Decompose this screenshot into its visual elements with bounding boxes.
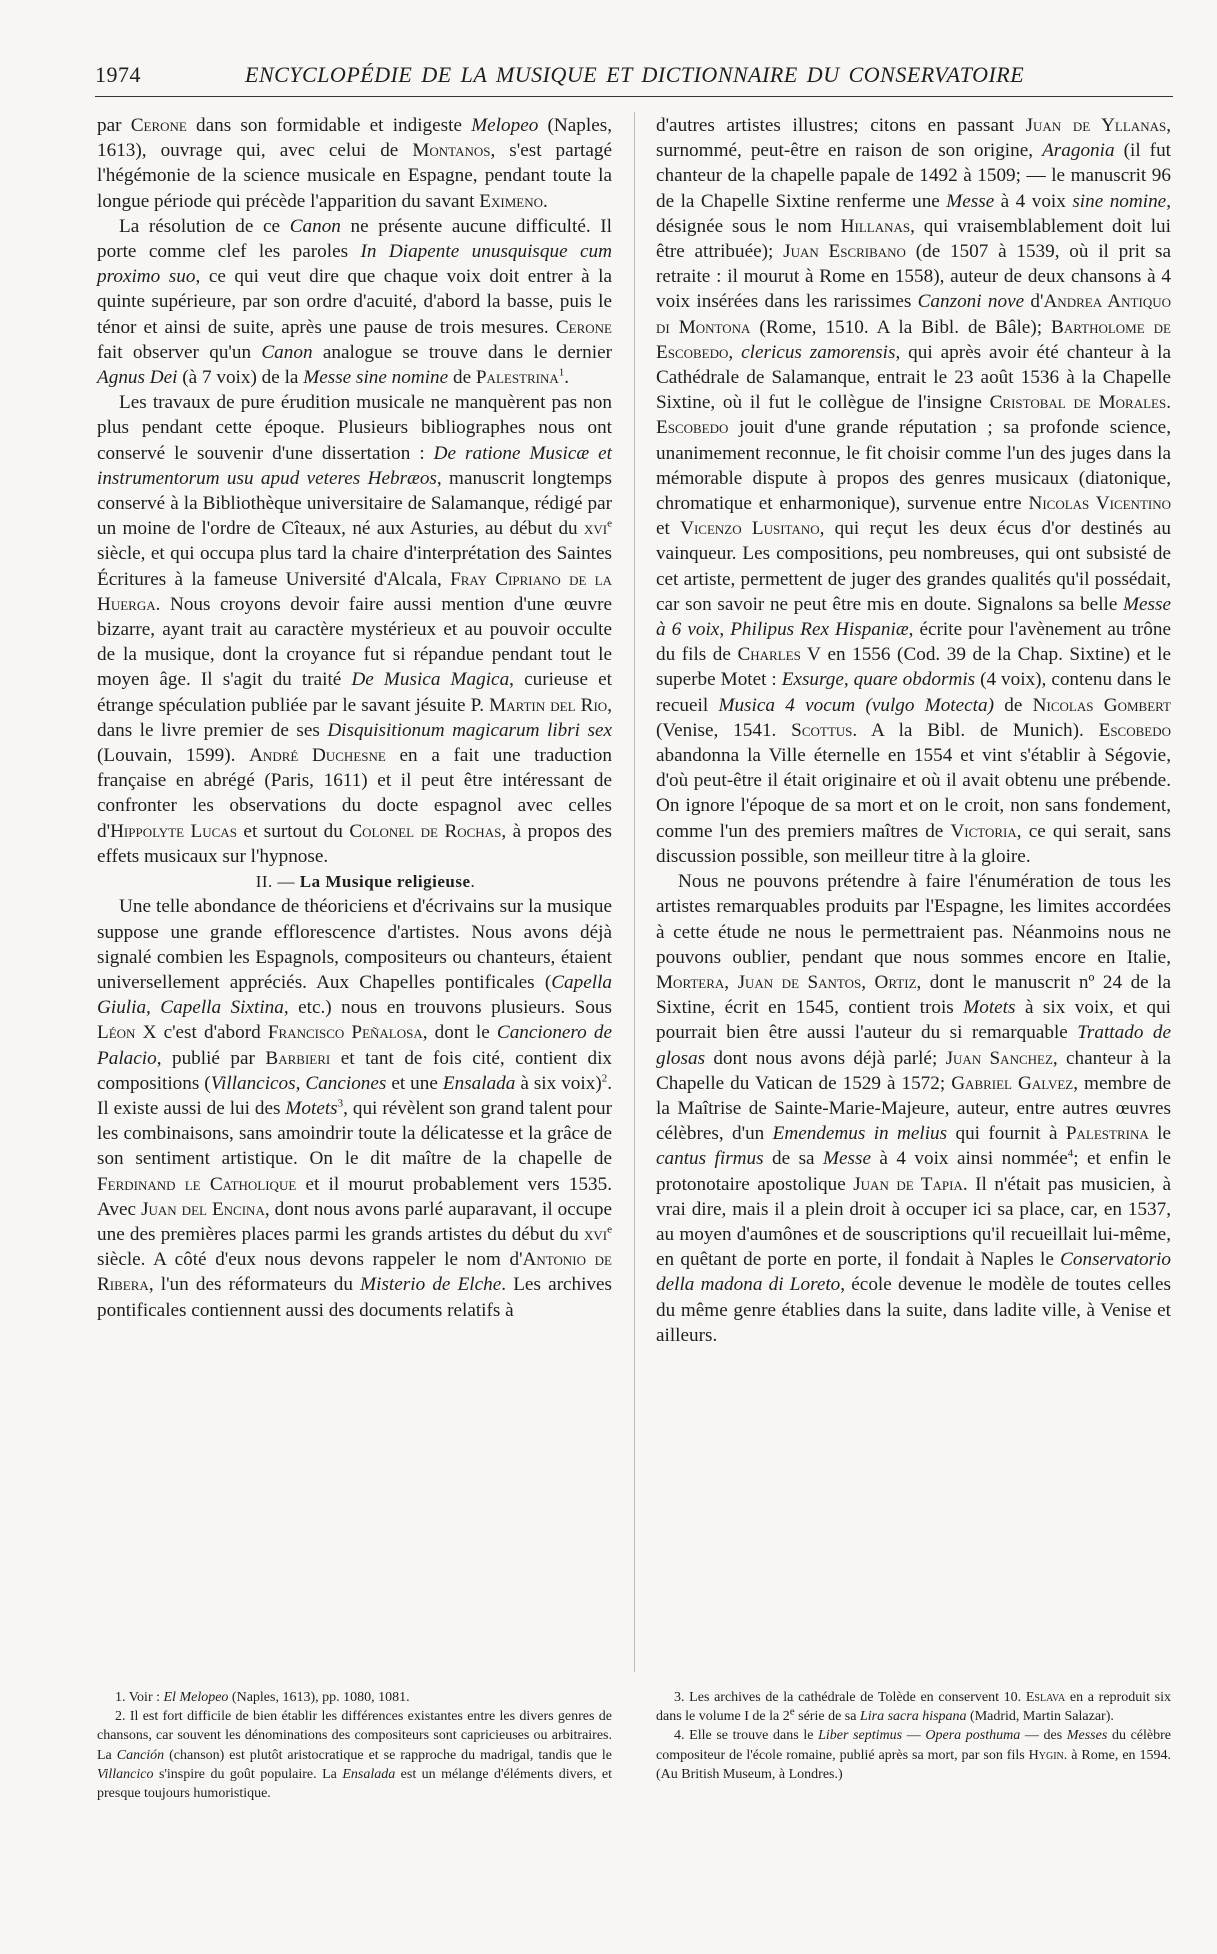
text-run: , [861,971,875,993]
text-run: , etc.) nous en trouvons plusieurs. Sous [283,997,612,1019]
text-run: e [607,1223,612,1236]
header-rule [95,96,1173,97]
text-run: Canon [261,341,313,363]
text-run: , dont le [422,1022,497,1044]
text-run: ; et enfin le protonotaire apostolique [656,1148,1171,1195]
text-run: . [564,367,570,389]
latin-quote: In Diapente unusquisque cum proximo suo [97,241,612,288]
text-run: 3. Les archives de la cathédrale de Tolède en conservent 10. [674,1690,1026,1705]
text-run: à six voix, et qui pourrait bien être aussi l'auteur du si remarquable [656,997,1171,1044]
person-name: Bartholome de Escobedo [656,316,1171,363]
left-column [97,113,612,1323]
text-run: Hillanas [840,215,911,237]
text-run: du célèbre compositeur de l'école romaine, publié après sa mort, par son fils [656,1728,1171,1763]
text-run: Ensalada [442,1072,516,1094]
work-title: Melopeo [471,115,539,136]
text-run: , qui après avoir été chanteur à la Cathédrale de Salamanque, entrait le 23 août 1536 à la Chapelle Sixtine, où il fut le collègue de l'insigne [656,341,1171,414]
text-run: , dans le livre premier de ses [97,694,612,741]
text-run: xvi [584,1223,608,1245]
person-name: Cerone [130,115,187,136]
text-run: (de 1507 à 1539, où il prit sa retraite : il mourut à Rome en 1558), auteur de deux chansons à 4 voix insérées dans les rarissimes [656,241,1172,313]
person-name: Barbieri [265,1047,331,1069]
text-run: Canción [116,1747,165,1763]
person-name: Hygin [1028,1747,1064,1763]
text-run: . [1166,392,1171,414]
text-run: (chanson) est plutôt aristocratique et se rapproche du madrigal, tandis que le [164,1747,613,1763]
footnote-ref-2[interactable]: 2 [601,1072,608,1085]
text-run: jouit d'une grande réputation ; sa profonde science, unanimement reconnue, le fit choisir comme l'un des juges dans la mémorable dispute à propos des genres musicaux (diatonique, chromatique et enharmonique), survenue entre [656,417,1171,515]
text-run: analogue se trouve dans le dernier [312,341,612,363]
person-name: Cerone [555,316,612,338]
text-run: c'est d'abord [156,1022,268,1044]
text-run: qui fournit à [947,1123,1066,1145]
left-paragraph-3 [97,390,612,869]
person-name: Cristobal de Morales [989,392,1167,414]
person-name: Nicolas Vicentino [1028,493,1171,515]
text-run: à six voix) [515,1072,602,1094]
text-run: . Il existe aussi de lui des [97,1072,612,1119]
text-run: e [607,517,612,530]
text-run: — [902,1728,926,1744]
work-title: Misterio de Elche [360,1274,502,1296]
text-run: s'inspire du goût populaire. La [153,1766,343,1782]
right-paragraph-1 [656,113,1171,869]
person-name: Antonio de Ribera [97,1249,613,1296]
text-run: à 4 voix [994,190,1073,212]
text-run: . à Rome, en 1594. (Au British Museum, à Londres.) [656,1747,1171,1782]
footnote-4 [656,1726,1171,1784]
text-run: 2. Il est fort difficile de bien établir les différences existantes entre les divers genres de chansons, car souvent les dénominations des compositeurs sont capricieuses ou arbitraires. La [97,1709,612,1763]
work-title: Musica 4 vocum (vulgo Motecta) [718,694,994,716]
text-run: Messe sine nomine [303,367,449,389]
text-run: , [724,971,738,993]
text-run: Motets [285,1097,338,1119]
person-name: Montanos [412,140,491,162]
text-run: , manuscrit longtemps conservé à la Bibliothèque universitaire de Salamanque, rédigé par un moine de l'ordre de Cîteaux, né aux Asturies, au début du [97,467,612,540]
text-run: (Naples, 1613), pp. 1080, 1081. [228,1690,410,1705]
left-paragraph-1 [97,113,612,214]
text-run: , publié par [156,1047,266,1069]
text-run: La Musique religieuse [299,872,471,892]
text-run: (Madrid, Martin Salazar). [966,1709,1114,1725]
text-run: , qui vraisemblablement doit lui être attribuée); [656,215,1171,263]
text-run: . [543,190,548,212]
person-name: Vicenzo Lusitano [680,518,820,540]
text-run: . Il n'était pas musicien, à vrai dire, mais il a plein droit à occuper ici sa place, car, en 1537, au moyen d'aumônes et de souscriptions qu'il recueillait lui-même, en quêtant de porte en porte, il fondait à Naples le [656,1173,1171,1271]
footnote-ref-3[interactable]: 3 [337,1097,344,1110]
left-paragraph-4 [97,894,612,1322]
work-title: Trattado de glosas [656,1022,1171,1069]
person-name: Victoria [950,820,1017,842]
text-run: Agnus Dei [97,367,178,389]
text-run: Motets [963,997,1016,1019]
text-run: de [448,367,476,389]
text-run: — des [1020,1728,1067,1744]
text-run: , qui reçut les deux écus d'or destinés au vainqueur. Les compositions, peu nombreuses, qui ont subsisté de cet artiste, permettent de juger des grandes qualités qu'il possédait, car son savoir ne peut être mis en doute. Signalons sa belle [656,518,1172,615]
person-name: Escobedo [1098,719,1171,741]
person-name: Ferdinand le Catholique [97,1173,297,1195]
text-run: Villancicos, Canciones [210,1072,387,1094]
text-run: , désignée sous le nom [656,190,1171,237]
text-run: Les travaux de pure érudition musicale ne manquèrent pas non plus pendant cette époque. Plusieurs bibliographes nous ont conservé le souvenir d'une dissertation : [97,392,612,464]
text-run: Aragonia [1042,140,1115,162]
text-run: . A la Bibl. de Munich). [852,719,1099,741]
person-name: Martin del Rio [489,694,608,716]
person-name: Ortiz [874,971,917,993]
text-run: , s'est partagé l'hégémonie de la science musicale en Espagne, pendant toute la longue période qui précède l'apparition du savant [97,140,612,212]
work-title: Emendemus in melius [772,1123,948,1145]
text-run: , école devenue le modèle de toutes celles du même genre établies dans la suite, dans ladite ville, à Venise et ailleurs. [656,1274,1172,1346]
text-run: (il fut chanteur de la chapelle papale de 1492 à 1509; — le manuscrit 96 de la Chapelle Sixtine renferme une [656,140,1171,212]
text-run: , l'un des réformateurs du [148,1274,361,1296]
text-run: abandonna la Ville éternelle en 1554 et vint s'établir à Ségovie, d'où peut-être il était originaire et où il avait obtenu une prébende. On ignore l'époque de sa mort et on le croit, non sans fondement, comme l'un des premiers maîtres de [656,745,1171,842]
text-run: sine nomine [1072,190,1167,212]
text-run: , [728,341,742,363]
person-name: Juan del Encina [141,1198,265,1220]
work-title: Opera posthuma [925,1728,1021,1744]
person-name: Palestrina [1065,1123,1149,1145]
footnote-3 [656,1688,1171,1726]
right-column [656,113,1171,1348]
text-run: , curieuse et étrange spéculation publiée par le savant jésuite P. [97,669,612,716]
text-run: clericus zamorensis [741,341,896,363]
text-run: Capella Giulia, Capella Sixtina [97,971,612,1019]
text-run: Messes [1066,1728,1108,1744]
text-run: La résolution de ce [119,215,290,237]
person-name: Colonel de Rochas [349,820,502,842]
text-run: le [1148,1123,1171,1145]
person-name: Juan Sanchez [945,1047,1053,1069]
text-run: El Melopeo [163,1690,229,1705]
text-run: fait observer qu'un [97,341,262,363]
text-run: Ensalada [342,1766,396,1782]
text-run: d' [1024,291,1044,313]
text-run: , [719,619,731,641]
text-run: cantus firmus [656,1148,764,1170]
text-run: dans son formidable et indigeste [186,115,472,136]
text-run: en 1556 (Cod. 39 de la Chap. Sixtine) et le superbe Motet : [656,644,1171,691]
text-run: (Naples, 1613), ouvrage qui, avec celui de [97,115,612,162]
text-run: et [656,518,681,540]
person-name: Juan de Santos [737,971,862,993]
text-run: dont nous avons déjà parlé; [705,1047,946,1069]
work-title: Disquisitionum magicarum libri sex [327,719,612,741]
text-run: , membre de la Maîtrise de Sainte-Marie-Majeure, auteur, entre autres œuvres célèbres, d'un [656,1072,1172,1145]
section-heading [97,869,612,894]
text-run: et une [386,1072,443,1094]
person-name: Mortera [656,971,725,993]
person-name: Charles V [737,644,821,666]
person-name: Juan de Yllanas [1025,115,1167,136]
text-run: Messe [946,190,995,212]
text-run: , dont le manuscrit nº 24 de la Sixtine, écrit en 1545, contient trois [656,971,1172,1019]
person-name: Francisco Peñalosa [267,1022,423,1044]
text-run: , surnommé, peut-être en raison de son origine, [656,115,1171,162]
text-run: , dont nous avons parlé auparavant, il occupe une des premières places parmi les grands artistes du début du [97,1198,613,1245]
text-run: par [97,115,131,136]
page-number: 1974 [95,62,141,87]
text-run: , qui révèlent son grand talent pour les combinaisons, sans amoindrir toute la délicatesse et la grâce de son sentiment artistique. On le dit maître de la chapelle de [97,1097,612,1170]
text-run: et il mourut probablement vers 1535. Avec [97,1173,612,1220]
text-run: , ce qui serait, sans discussion possible, son meilleur titre à la gloire. [656,820,1171,867]
text-run: de sa [763,1148,824,1170]
text-run: 1. Voir : [115,1690,164,1705]
work-title: De Musica Magica [351,669,510,691]
text-run: (Venise, 1541. [656,719,792,741]
left-paragraph-2 [97,214,612,390]
text-run: Une telle abondance de théoriciens et d'écrivains sur la musique suppose une grande efflorescence d'artistes. Nous avons déjà signalé combien les Espagnols, compositeurs ou chanteurs, étaient universellement appréciés. Aux Chapelles pontificales ( [97,896,612,993]
person-name: Léon X [97,1022,157,1044]
text-run: série de sa [794,1709,860,1725]
text-run: Villancico [97,1766,154,1782]
text-run: à 4 voix ainsi nommée [870,1148,1068,1170]
column-divider [634,112,635,1672]
footnote-2 [97,1707,612,1803]
text-run: , écrite pour l'avènement au trône du fils de [656,619,1172,666]
person-name: Escobedo [656,417,729,439]
text-run: (Rome, 1510. A la Bibl. de Bâle); [750,316,1052,338]
work-title: De ratione Musicæ et instrumentorum usu apud veteres Hebræos [97,442,612,489]
person-name: Eximeno [479,190,543,212]
text-run: , ce qui veut dire que chaque voix doit entrer à la quinte supérieure, par son ordre d'acuité, d'abord la basse, puis le ténor et ainsi de suite, après une pause de trois mesures. [97,266,612,338]
text-run: et tant de fois cité, contient dix compositions ( [97,1047,612,1094]
footnote-1 [97,1688,612,1707]
text-run: (à 7 voix) de la [177,367,304,389]
text-run: e [789,1705,795,1718]
text-run: siècle. A côté d'eux nous devons rappeler le nom d' [97,1249,523,1271]
text-run: , à propos des effets musicaux sur l'hypnose. [97,820,612,867]
running-title: ENCYCLOPÉDIE DE LA MUSIQUE ET DICTIONNAIRE DU CONSERVATOIRE [245,62,1025,87]
person-name: Eslava [1025,1690,1066,1705]
person-name: Andrea Antiquo di Montona [656,291,1171,338]
text-run: II. — [255,872,300,892]
text-run: siècle, et qui occupa plus tard la chaire d'interprétation des Saintes Écritures à la fameuse Université d'Alcala, [97,543,612,590]
work-title: Canzoni nove [917,291,1025,313]
text-run: 4. Elle se trouve dans le [674,1728,819,1744]
person-name: Palestrina [475,367,559,389]
text-run: Canon [289,215,341,237]
text-run: en a reproduit six dans le volume I de la 2 [656,1690,1171,1725]
work-title: Liber septimus [818,1728,903,1744]
person-name: Nicolas Gombert [1032,694,1171,716]
work-title: Lira sacra hispana [859,1709,967,1725]
text-run: est un mélange d'éléments divers, et presque toujours humoristique. [97,1766,612,1802]
work-title: Cancionero de Palacio [97,1022,613,1069]
person-name: Fray Cipriano de la Huerga [97,568,613,615]
text-run: Nous ne pouvons prétendre à faire l'énumération de tous les artistes remarquables produits par l'Espagne, les limites accordées à cette étude ne nous le permettraient pas. Néanmoins nous ne pouvons oublier, pendant que nous sommes encore en Italie, [656,871,1171,968]
text-run: et surtout du [236,820,350,842]
text-run: . Les archives pontificales contiennent aussi des documents relatifs à [97,1274,612,1321]
person-name: Juan de Tapia [853,1173,963,1195]
text-run: Messe [823,1148,871,1170]
person-name: André Duchesne [249,745,386,767]
person-name: Juan Escribano [783,241,906,263]
right-paragraph-2 [656,869,1171,1348]
work-title: Conservatorio della madona di Loreto [656,1249,1171,1296]
text-run: xvi [584,518,608,540]
footnotes-right [656,1688,1171,1784]
text-run: . Nous croyons devoir faire aussi mention d'une œuvre bizarre, ayant trait au caractère mystérieux et au pouvoir occulte de la musique, dont la croyance fut si répandue pendant tout le moyen âge. Il s'agit du traité [97,593,612,691]
text-run: . [470,872,476,892]
text-run: ne présente aucune difficulté. Il porte comme clef les paroles [97,215,613,263]
footnote-ref-1[interactable]: 1 [558,366,565,379]
text-run: (4 voix), contenu dans le recueil [656,669,1171,716]
footnotes-left [97,1688,612,1803]
text-run: (Louvain, 1599). [97,745,250,767]
person-name: Gabriel Galvez [951,1072,1074,1094]
work-title: Messe à 6 voix [656,593,1171,641]
text-run: de [993,694,1033,716]
work-title: Philipus Rex Hispaniæ [730,619,909,641]
person-name: Hippolyte Lucas [110,820,237,842]
work-title: Exsurge, quare obdormis [781,669,976,691]
text-run: d'autres artistes illustres; citons en passant [656,115,1026,136]
footnote-ref-4[interactable]: 4 [1067,1147,1074,1160]
text-run: , chanteur à la Chapelle du Vatican de 1529 à 1572; [656,1047,1171,1094]
text-run: en a fait une traduction française en abrégé (Paris, 1611) et il peut être intéressant de confronter les observations du docte espagnol avec celles d' [97,745,612,842]
person-name: Scottus [791,719,853,741]
